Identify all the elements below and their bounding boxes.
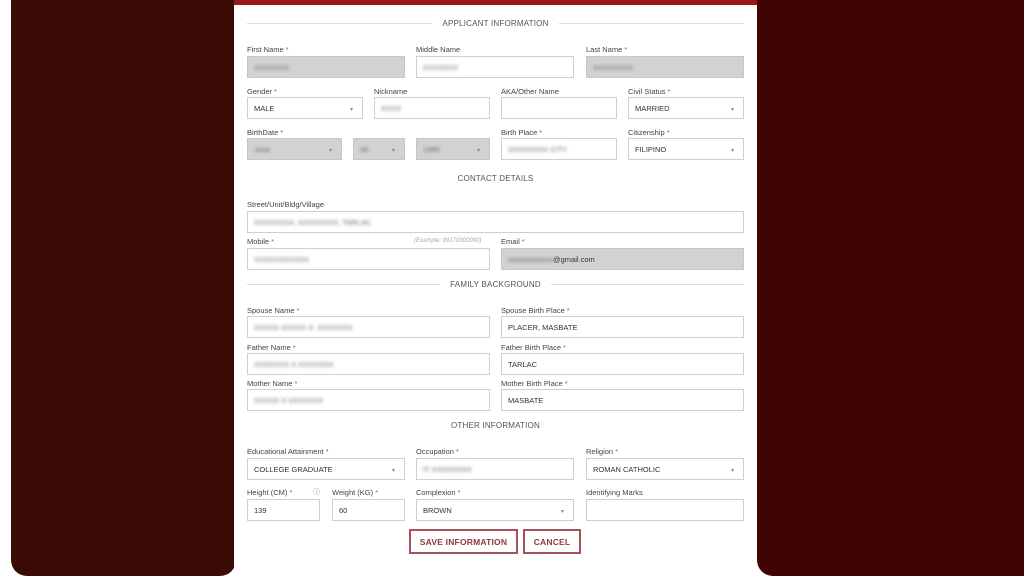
left-background-panel	[11, 0, 236, 576]
gender-label: Gender *	[247, 87, 277, 96]
education-select[interactable]: COLLEGE GRADUATE ▾	[247, 458, 405, 480]
first-name-field[interactable]: XXXXXXX	[247, 56, 405, 78]
last-name-label: Last Name *	[586, 45, 628, 54]
chevron-down-icon: ▾	[730, 148, 734, 154]
religion-select[interactable]: ROMAN CATHOLIC ▾	[586, 458, 744, 480]
right-background-panel	[757, 0, 1024, 576]
nickname-field[interactable]: XXXX	[374, 97, 490, 119]
nickname-label: Nickname	[374, 87, 408, 96]
street-label: Street/Unit/Bldg/Village	[247, 200, 324, 209]
birth-day-select[interactable]: 06 ▾	[353, 138, 405, 160]
email-field[interactable]: xxxxxxxxxxxx @gmail.com	[501, 248, 744, 270]
chevron-down-icon: ▾	[391, 468, 395, 474]
email-label: Email *	[501, 237, 525, 246]
complexion-label: Complexion *	[416, 488, 461, 497]
civil-status-select[interactable]: MARRIED ▾	[628, 97, 744, 119]
chevron-down-icon: ▾	[328, 148, 332, 154]
identifying-marks-label: Identifying Marks	[586, 488, 643, 497]
section-family-background	[247, 278, 744, 290]
applicant-form	[234, 0, 757, 576]
mobile-field[interactable]: XXXXXXXXXXX	[247, 248, 490, 270]
weight-label: Weight (KG) *	[332, 488, 379, 497]
section-other-information	[247, 419, 744, 431]
aka-field[interactable]	[501, 97, 617, 119]
birth-year-select[interactable]: 1986 ▾	[416, 138, 490, 160]
father-name-field[interactable]: XXXXXXX X XXXXXXX	[247, 353, 490, 375]
aka-label: AKA/Other Name	[501, 87, 559, 96]
chevron-down-icon: ▾	[349, 107, 353, 113]
form-top-accent-bar	[234, 0, 757, 5]
occupation-label: Occupation *	[416, 447, 459, 456]
civil-status-label: Civil Status *	[628, 87, 671, 96]
section-title: APPLICANT INFORMATION	[442, 18, 549, 28]
birth-month-select[interactable]: June ▾	[247, 138, 342, 160]
weight-field[interactable]: 60	[332, 499, 405, 521]
mother-name-field[interactable]: XXXXX X XXXXXXX	[247, 389, 490, 411]
mother-birth-place-field[interactable]: MASBATE	[501, 389, 744, 411]
mother-name-label: Mother Name *	[247, 379, 298, 388]
birth-place-field[interactable]: XXXXXXXX CITY	[501, 138, 617, 160]
info-icon[interactable]: ⓘ	[313, 489, 320, 496]
cancel-button[interactable]: CANCEL	[523, 529, 581, 554]
section-title: CONTACT DETAILS	[457, 173, 534, 183]
height-field[interactable]: 139	[247, 499, 320, 521]
birth-place-label: Birth Place *	[501, 128, 543, 137]
mobile-example-hint: (Example: 09170000000)	[414, 238, 482, 244]
occupation-field[interactable]: IT XXXXXXXX	[416, 458, 574, 480]
chevron-down-icon: ▾	[476, 148, 480, 154]
section-applicant-information	[247, 17, 744, 29]
spouse-birth-place-field[interactable]: PLACER, MASBATE	[501, 316, 744, 338]
identifying-marks-field[interactable]	[586, 499, 744, 521]
religion-label: Religion *	[586, 447, 619, 456]
education-label: Educational Attainment *	[247, 447, 329, 456]
spouse-name-field[interactable]: XXXXX XXXXX X. XXXXXXX	[247, 316, 490, 338]
middle-name-field[interactable]: XXXXXXX	[416, 56, 574, 78]
citizenship-label: Citizenship *	[628, 128, 670, 137]
section-title: FAMILY BACKGROUND	[450, 279, 541, 289]
citizenship-select[interactable]: FILIPINO ▾	[628, 138, 744, 160]
complexion-select[interactable]: BROWN ▾	[416, 499, 574, 521]
save-information-button[interactable]: SAVE INFORMATION	[409, 529, 518, 554]
father-name-label: Father Name *	[247, 343, 296, 352]
height-label: Height (CM) *	[247, 488, 293, 497]
spouse-birth-place-label: Spouse Birth Place *	[501, 306, 570, 315]
section-contact-details	[247, 172, 744, 184]
last-name-field[interactable]: XXXXXXXX	[586, 56, 744, 78]
section-title: OTHER INFORMATION	[450, 420, 541, 430]
father-birth-place-label: Father Birth Place *	[501, 343, 566, 352]
first-name-label: First Name *	[247, 45, 289, 54]
spouse-name-label: Spouse Name *	[247, 306, 300, 315]
street-field[interactable]: XXXXXXXX, XXXXXXXX, TARLAC	[247, 211, 744, 233]
middle-name-label: Middle Name	[416, 45, 461, 54]
mobile-label: Mobile *	[247, 237, 275, 246]
birthdate-label: BirthDate *	[247, 128, 284, 137]
gender-select[interactable]: MALE ▾	[247, 97, 363, 119]
father-birth-place-field[interactable]: TARLAC	[501, 353, 744, 375]
chevron-down-icon: ▾	[730, 468, 734, 474]
chevron-down-icon: ▾	[391, 148, 395, 154]
mother-birth-place-label: Mother Birth Place *	[501, 379, 568, 388]
chevron-down-icon: ▾	[730, 107, 734, 113]
chevron-down-icon: ▾	[560, 509, 564, 515]
